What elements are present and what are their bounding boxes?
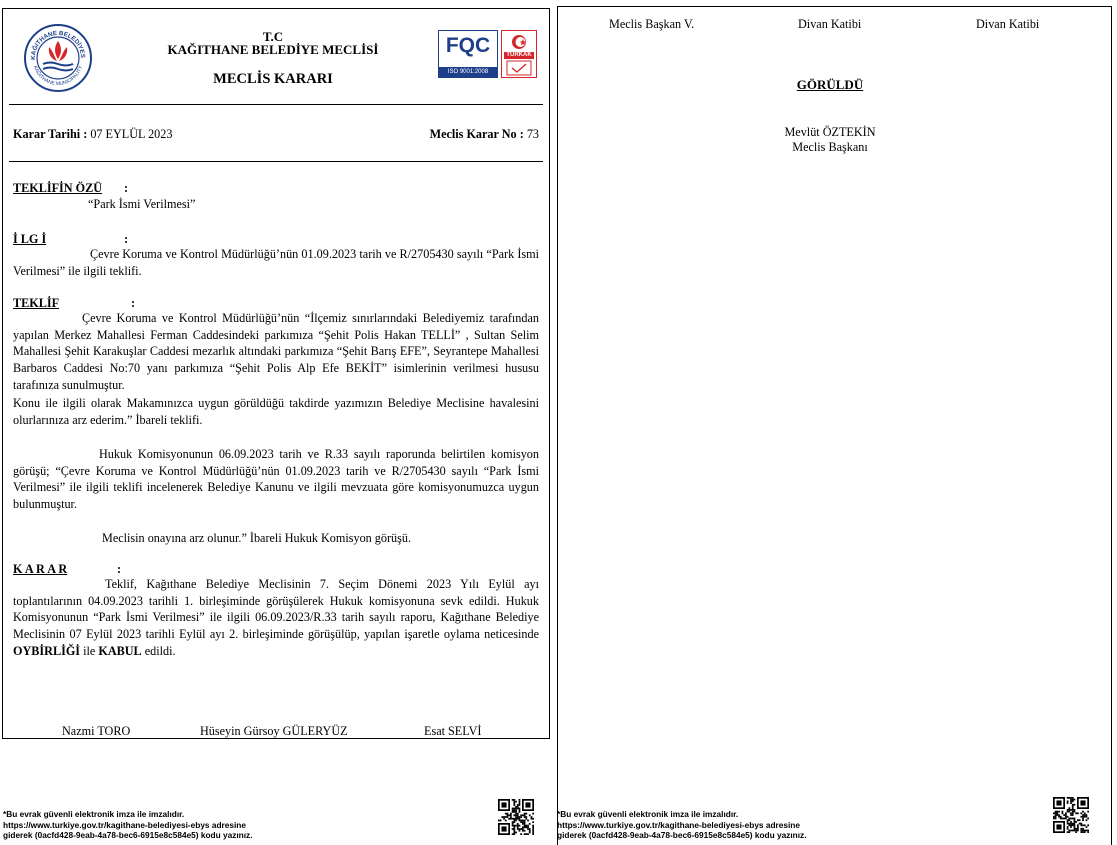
meta-divider	[9, 161, 543, 162]
decision-text-mid: ile	[80, 643, 99, 658]
right-signature-3: Divan Katibi	[976, 17, 1040, 31]
section-karar-label: K A R A R	[13, 562, 68, 576]
goruldu-role: Meclis Başkanı	[792, 140, 868, 154]
left-footer-line-1: *Bu evrak güvenli elektronik imza ile imzalıdır.	[3, 809, 185, 819]
signature-3: Esat SELVİ	[424, 724, 482, 738]
fqc-logo-text: FQC	[445, 34, 491, 57]
logo-top-text: KAĞITHANE BELEDİYES	[29, 29, 87, 60]
logo-bottom-text: KAĞITHANE MUNICIPALITY	[31, 65, 85, 87]
left-esignature-note	[3, 809, 253, 841]
section-ozu-colon: :	[123, 181, 128, 195]
decision-unanimous: OYBİRLİĞİ	[13, 643, 81, 658]
signature-1: Nazmi TORO	[62, 724, 131, 738]
decision-page	[2, 8, 550, 739]
decision-date	[13, 126, 172, 142]
section-ilgi-colon: :	[123, 232, 128, 246]
decision-number-label: Meclis Karar No :	[429, 127, 524, 141]
decision-text-body: Teklif, Kağıthane Belediye Meclisinin 7. Seçim Dönemi 2023 Yılı Eylül ayı toplantılarının 04.09.2023 tarihli 1. birleşiminde görüşülerek Hukuk komisyonuna sevk edildi. Hukuk Komisyonunun “Park İsmi Verilmesi” ile ilgili 06.09.2023/R.33 tarih sayılı raporu, Kağıthane Belediye Meclisinin 07 Eylül 2023 tarihli Eylül ayı 2. birleşiminde görüşülüp, yapılan işaretle oylama neticesinde	[13, 577, 539, 642]
commission-opinion-paragraph: Hukuk Komisyonunun 06.09.2023 tarih ve R.33 sayılı raporunda belirtilen komisyon görüşü; “Çevre Koruma ve Kontrol Müdürlüğü’nün 01.09.2023 tarih ve R/2705430 sayılı “Park İsmi Verilmesi” ile ilgili teklifi incelenerek Belediye Kanunu ve ilgili mevzuata göre komisyonumuzca uygun bulunmuştur.	[13, 447, 539, 512]
decision-date-value: 07 EYLÜL 2023	[87, 127, 173, 141]
decision-text-end: edildi.	[141, 643, 176, 658]
header-tc: T.C	[262, 29, 284, 44]
document-title: MECLİS KARARI	[213, 71, 333, 87]
section-teklif-label: TEKLİF	[13, 296, 60, 310]
approval-page	[557, 6, 1112, 845]
decision-date-label: Karar Tarihi :	[13, 127, 88, 141]
municipality-logo	[23, 23, 93, 93]
section-ozu-heading	[13, 179, 128, 197]
fqc-iso-text: ISO 9001:2008	[439, 67, 497, 77]
section-ilgi-label: İ LG İ	[13, 232, 47, 246]
goruldu-name: Mevlüt ÖZTEKİN	[784, 125, 876, 139]
council-name: KAĞITHANE BELEDİYE MECLİSİ	[167, 42, 379, 57]
right-signature-2: Divan Katibi	[798, 17, 862, 31]
commission-opinion-closing: Meclisin onayına arz olunur.” İbareli Hukuk Komisyon görüşü.	[102, 531, 412, 545]
decision-number-value: 73	[523, 127, 539, 141]
section-ilgi-text: Çevre Koruma ve Kontrol Müdürlüğü’nün 01.09.2023 tarih ve R/2705430 sayılı “Park İsmi Verilmesi” ile ilgili teklifi.	[13, 247, 539, 278]
section-karar-colon: :	[116, 562, 121, 576]
section-ozu-text: “Park İsmi Verilmesi”	[88, 197, 196, 211]
right-footer-line-2: https://www.turkiye.gov.tr/kagithane-belediyesi-ebys adresine	[557, 819, 800, 830]
decision-accepted: KABUL	[98, 643, 142, 658]
header-divider	[9, 104, 543, 105]
left-qr-code	[498, 799, 534, 835]
section-teklif-paragraph-1: Çevre Koruma ve Kontrol Müdürlüğü’nün “İlçemiz sınırlarındaki Belediyemiz tarafından yapılan Merkez Mahallesi Ferman Caddesindeki parkımıza “Şehit Polis Hakan TELLİ” , Sultan Selim Mahallesi Şehit Karakuşlar Caddesi mezarlık altındaki parkımıza “Şehit Barış EFE”, Seyrantepe Mahallesi Barbaros Caddesi No:70 yanı parkımıza “Şehit Polis Alp Efe BEKİT” isimlerinin verilmesi hususu tarafınıza sunulmuştur.	[13, 311, 539, 392]
section-teklif-colon: :	[130, 296, 135, 310]
signature-2: Hüseyin Gürsoy GÜLERYÜZ	[200, 724, 348, 738]
left-footer-line-3: giderek (0acfd428-9eab-4a78-bec6-6915e8c584e5) kodu yazınız.	[3, 830, 253, 840]
section-ozu-label: TEKLİFİN ÖZÜ	[13, 181, 103, 195]
turkak-logo	[501, 30, 537, 78]
decision-text	[13, 576, 539, 660]
turkak-text: TÜRKAK	[506, 52, 532, 58]
decision-number	[430, 126, 539, 142]
right-esignature-note	[557, 809, 807, 841]
section-teklif-paragraph-2: Konu ile ilgili olarak Makamınızca uygun görüldüğü takdirde yazımızın Belediye Meclisine havalesini olurlarınıza arz ederim.” İbareli teklifi.	[13, 396, 539, 427]
right-footer-line-1: *Bu evrak güvenli elektronik imza ile imzalıdır.	[557, 809, 739, 819]
goruldu-title: GÖRÜLDÜ	[796, 77, 864, 92]
left-footer-line-2: https://www.turkiye.gov.tr/kagithane-belediyesi-ebys adresine	[3, 819, 246, 830]
fqc-logo	[438, 30, 498, 78]
right-signature-1: Meclis Başkan V.	[609, 17, 695, 31]
right-footer-line-3: giderek (0acfd428-9eab-4a78-bec6-6915e8c584e5) kodu yazınız.	[557, 830, 807, 840]
right-qr-code	[1053, 797, 1089, 833]
